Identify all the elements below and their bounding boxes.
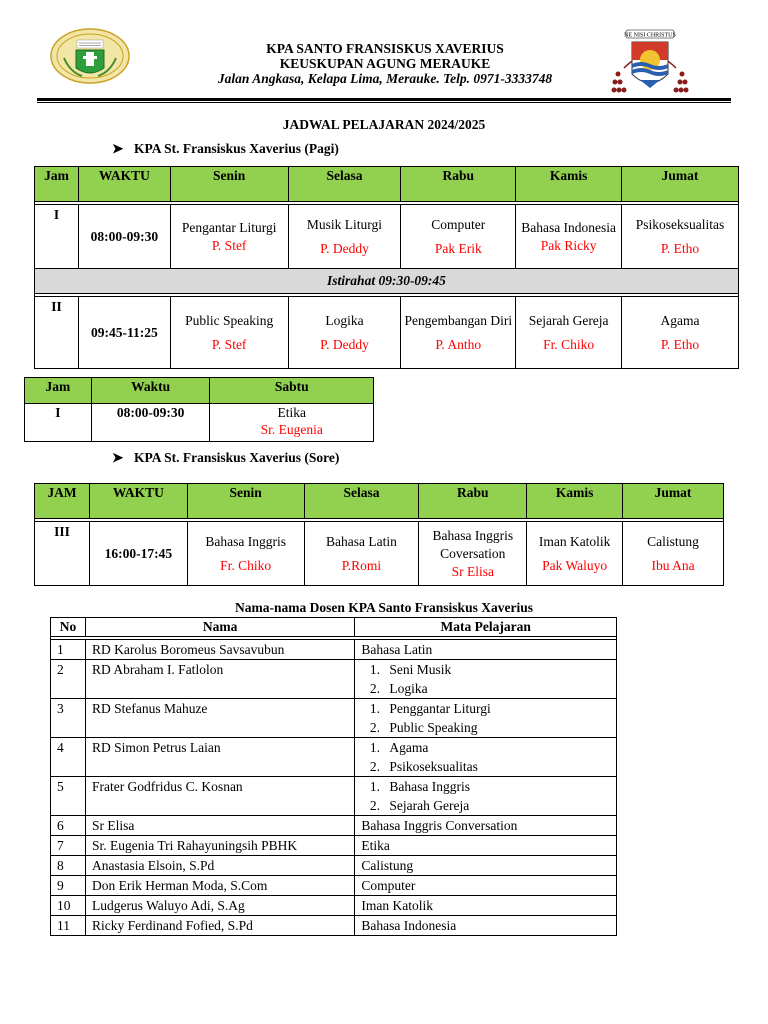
saturday-schedule-table: [24, 377, 374, 442]
row-number: 1: [51, 640, 86, 660]
lesson-cell: [401, 205, 516, 269]
col-header: Kamis: [527, 484, 623, 519]
letterhead: [150, 41, 620, 86]
time-cell: 16:00-17:45: [89, 522, 187, 586]
subject: Logika: [325, 312, 364, 328]
row-number: 9: [51, 876, 86, 896]
subject: Computer: [431, 216, 486, 232]
header-rule-thick: [37, 98, 731, 101]
lecturer-name: Sr. Eugenia Tri Rahayuningsih PBHK: [85, 836, 354, 856]
table-row: [51, 660, 617, 699]
lesson-cell: [288, 205, 401, 269]
table-row: [51, 856, 617, 876]
time-cell: 08:00-09:30: [78, 205, 170, 269]
time-cell: 08:00-09:30: [91, 404, 210, 442]
subject-item: 2. Sejarah Gereja: [383, 796, 616, 815]
lecturer-subjects: Iman Katolik: [355, 896, 617, 916]
col-header: JAM: [35, 484, 90, 519]
jam-cell: I: [25, 404, 92, 442]
evening-schedule-table: [34, 483, 724, 586]
row-number: 2: [51, 660, 86, 699]
teacher: P.Romi: [341, 557, 382, 573]
lecturer-subjects: [355, 777, 617, 816]
break-row: [35, 269, 739, 294]
subject-item: 1. Bahasa Inggris: [383, 777, 616, 796]
lesson-cell: [170, 297, 288, 369]
org-name: KPA SANTO FRANSISKUS XAVERIUS: [266, 41, 504, 56]
subject: Bahasa Inggris: [205, 533, 286, 549]
lesson-cell: [401, 297, 516, 369]
lecturers-table: [50, 617, 617, 936]
table-header-row: [35, 484, 724, 519]
row-number: 3: [51, 699, 86, 738]
lecturer-name: Anastasia Elsoin, S.Pd: [85, 856, 354, 876]
col-header: Rabu: [419, 484, 527, 519]
lecturer-subjects: [355, 699, 617, 738]
col-header: Jam: [35, 167, 79, 202]
row-number: 7: [51, 836, 86, 856]
subject: Sejarah Gereja: [528, 312, 609, 328]
teacher: Pak Waluyo: [542, 557, 608, 573]
lesson-cell: [170, 205, 288, 269]
teacher: Sr Elisa: [451, 563, 494, 579]
table-row: [35, 297, 739, 369]
subject-item: 2. Public Speaking: [383, 718, 616, 737]
lecturer-name: Ludgerus Waluyo Adi, S.Ag: [85, 896, 354, 916]
lecturer-name: Sr Elisa: [85, 816, 354, 836]
lecturer-subjects: Calistung: [355, 856, 617, 876]
table-row: [35, 522, 724, 586]
col-header: Nama: [85, 618, 354, 637]
arrow-bullet-icon: ➤: [112, 450, 124, 465]
table-row: [51, 916, 617, 936]
subject: Bahasa Latin: [326, 533, 397, 549]
table-row: [25, 404, 374, 442]
subject: Iman Katolik: [538, 533, 611, 549]
subject-list: [361, 738, 616, 776]
subject: Etika: [277, 405, 306, 420]
subject: Calistung: [647, 533, 699, 549]
teacher: P. Etho: [660, 336, 700, 352]
lesson-cell: [516, 205, 622, 269]
teacher: P. Etho: [660, 240, 700, 256]
lesson-cell: [210, 404, 374, 442]
teacher: Pak Erik: [434, 240, 482, 256]
subject-list: [361, 660, 616, 698]
lesson-cell: [288, 297, 401, 369]
row-number: 4: [51, 738, 86, 777]
subject: Bahasa Inggris Coversation: [432, 527, 514, 561]
col-header: Selasa: [304, 484, 419, 519]
subject: Agama: [660, 312, 700, 328]
table-row: [51, 876, 617, 896]
lecturer-subjects: Bahasa Indonesia: [355, 916, 617, 936]
col-header: Selasa: [288, 167, 401, 202]
col-header: Senin: [187, 484, 304, 519]
table-row: [51, 699, 617, 738]
row-number: 10: [51, 896, 86, 916]
jam-cell: III: [35, 522, 90, 586]
page-title: JADWAL PELAJARAN 2024/2025: [282, 117, 486, 132]
col-header: Jumat: [622, 167, 739, 202]
break-cell: Istirahat 09:30-09:45: [35, 269, 739, 294]
subject-list: [361, 699, 616, 737]
teacher: Pak Ricky: [540, 237, 597, 253]
teacher: P. Stef: [211, 336, 247, 352]
col-header: WAKTU: [89, 484, 187, 519]
table-header-row: [35, 167, 739, 202]
table-header-row: [25, 378, 374, 404]
lecturer-name: RD Simon Petrus Laian: [85, 738, 354, 777]
org-address: Jalan Angkasa, Kelapa Lima, Merauke. Telp. 0971-3333748: [217, 71, 553, 86]
table-row: [51, 777, 617, 816]
teacher: Fr. Chiko: [543, 336, 595, 352]
subject: Bahasa Indonesia: [521, 219, 617, 235]
table-row: [51, 816, 617, 836]
morning-schedule-table: [34, 166, 739, 369]
subject-item: 2. Psikoseksualitas: [383, 757, 616, 776]
teacher: P. Deddy: [320, 240, 369, 256]
subject: Psikoseksualitas: [635, 216, 725, 232]
col-header: Mata Pelajaran: [355, 618, 617, 637]
col-header: Sabtu: [210, 378, 374, 404]
table-row: [35, 205, 739, 269]
col-header: Kamis: [516, 167, 622, 202]
logo-motto: NE NISI CHRISTUS: [624, 32, 676, 39]
lesson-cell: [516, 297, 622, 369]
lesson-cell: [419, 522, 527, 586]
lecturer-name: Don Erik Herman Moda, S.Com: [85, 876, 354, 896]
arrow-bullet-icon: ➤: [112, 141, 124, 156]
diocese-name: KEUSKUPAN AGUNG MERAUKE: [279, 56, 491, 71]
lecturer-name: Frater Godfridus C. Kosnan: [85, 777, 354, 816]
lesson-cell: [622, 205, 739, 269]
morning-heading: [112, 141, 339, 157]
col-header: Jam: [25, 378, 92, 404]
header-rule-thin: [37, 102, 731, 103]
lecturer-subjects: [355, 660, 617, 699]
teacher: P. Deddy: [320, 336, 369, 352]
lesson-cell: [187, 522, 304, 586]
subject: Musik Liturgi: [306, 216, 383, 232]
subject-item: 1. Seni Musik: [383, 660, 616, 679]
col-header: Waktu: [91, 378, 210, 404]
jam-cell: I: [35, 205, 79, 269]
teacher: Fr. Chiko: [220, 557, 272, 573]
school-emblem-logo: [50, 28, 130, 84]
col-header: Senin: [170, 167, 288, 202]
teacher: P. Antho: [435, 336, 482, 352]
col-header: No: [51, 618, 86, 637]
lecturer-name: RD Stefanus Mahuze: [85, 699, 354, 738]
subject-list: [361, 777, 616, 815]
lecturer-subjects: Bahasa Inggris Conversation: [355, 816, 617, 836]
lecturer-name: RD Abraham I. Fatlolon: [85, 660, 354, 699]
jam-cell: II: [35, 297, 79, 369]
row-number: 5: [51, 777, 86, 816]
subject-item: 2. Logika: [383, 679, 616, 698]
subject-item: 1. Agama: [383, 738, 616, 757]
subject-item: 1. Penggantar Liturgi: [383, 699, 616, 718]
lecturer-subjects: Bahasa Latin: [355, 640, 617, 660]
morning-heading-text: KPA St. Fransiskus Xaverius (Pagi): [134, 141, 339, 156]
lecturers-title: Nama-nama Dosen KPA Santo Fransiskus Xaverius: [235, 600, 533, 615]
col-header: WAKTU: [78, 167, 170, 202]
evening-heading: [112, 450, 339, 466]
lecturer-subjects: [355, 738, 617, 777]
archdiocese-coat-of-arms-logo: [610, 22, 690, 102]
teacher: Ibu Ana: [651, 557, 695, 573]
col-header: Jumat: [623, 484, 724, 519]
lesson-cell: [623, 522, 724, 586]
row-number: 8: [51, 856, 86, 876]
lesson-cell: [527, 522, 623, 586]
lecturer-subjects: Etika: [355, 836, 617, 856]
col-header: Rabu: [401, 167, 516, 202]
table-row: [51, 836, 617, 856]
lesson-cell: [622, 297, 739, 369]
evening-heading-text: KPA St. Fransiskus Xaverius (Sore): [134, 450, 340, 465]
subject: Pengantar Liturgi: [181, 219, 277, 235]
lecturer-name: RD Karolus Boromeus Savsavubun: [85, 640, 354, 660]
subject: Pengembangan Diri: [404, 312, 513, 328]
lecturer-subjects: Computer: [355, 876, 617, 896]
table-row: [51, 896, 617, 916]
time-cell: 09:45-11:25: [78, 297, 170, 369]
lecturers-table-body: [51, 640, 617, 936]
lecturer-name: Ricky Ferdinand Fofied, S.Pd: [85, 916, 354, 936]
row-number: 11: [51, 916, 86, 936]
row-number: 6: [51, 816, 86, 836]
table-row: [51, 738, 617, 777]
table-row: [51, 640, 617, 660]
teacher: Sr. Eugenia: [260, 422, 323, 437]
lesson-cell: [304, 522, 419, 586]
table-header-row: [51, 618, 617, 637]
teacher: P. Stef: [211, 237, 247, 253]
subject: Public Speaking: [185, 312, 274, 328]
